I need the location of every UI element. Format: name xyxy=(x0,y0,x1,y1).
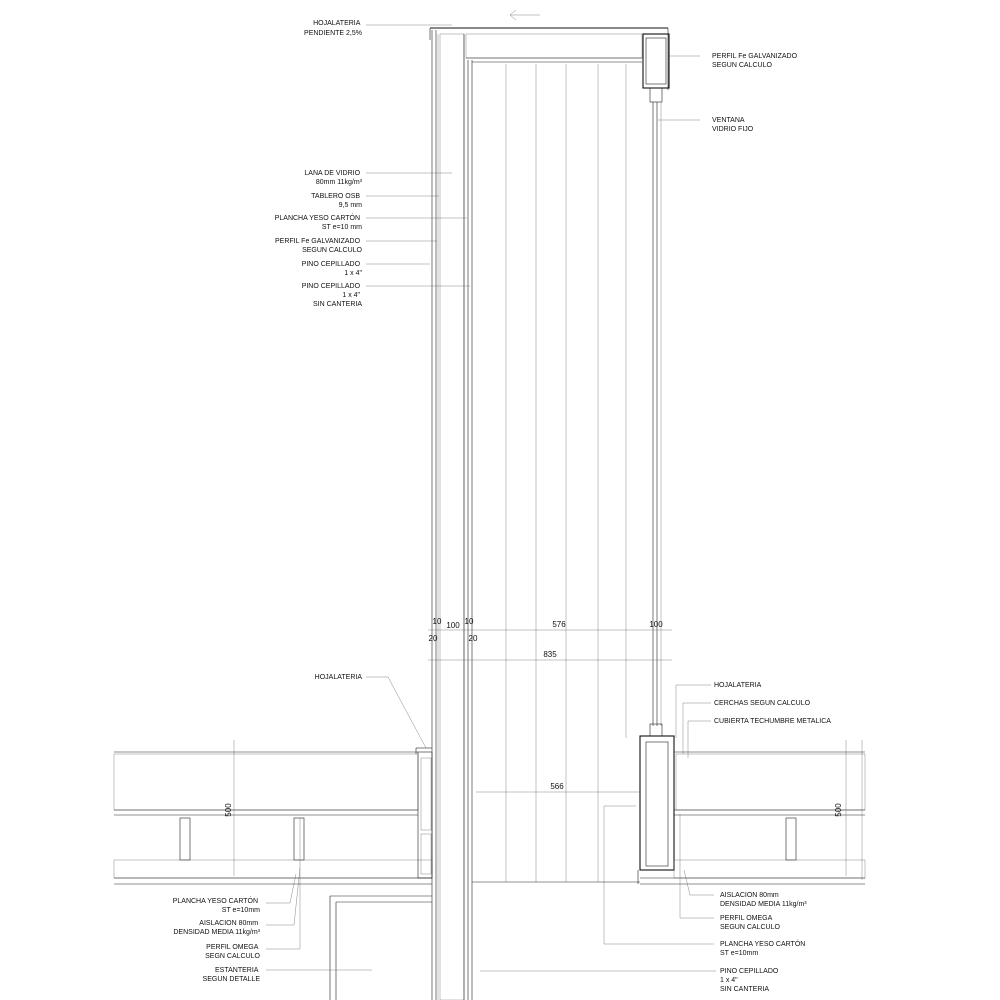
steel-profile-top xyxy=(643,34,669,102)
label-cerchas: CERCHAS SEGUN CALCULO xyxy=(714,700,811,707)
label-perfil-fe-left: PERFIL Fe GALVANIZADO SEGUN CALCULO xyxy=(274,238,362,254)
dimension-texts xyxy=(224,617,843,817)
label-cubierta: CUBIERTA TECHUMBRE METALICA xyxy=(714,718,831,725)
dimension-lines xyxy=(234,630,862,880)
dim-20-left: 20 xyxy=(428,634,438,643)
label-perfil-fe-right: PERFIL Fe GALVANIZADO SEGUN CALCULO xyxy=(712,53,798,69)
label-hojalateria-right: HOJALATERIA xyxy=(714,682,762,689)
shelf xyxy=(330,896,432,1000)
label-tablero-osb: TABLERO OSB 9,5 mm xyxy=(311,193,362,209)
label-perfil-omega-bl: PERFIL OMEGA SEGN CALCULO xyxy=(205,944,260,960)
dim-576: 576 xyxy=(552,620,566,629)
leader-lines xyxy=(266,25,716,971)
label-hojalateria-top: HOJALATERIA PENDIENTE 2,5% xyxy=(304,20,362,37)
roof-slab xyxy=(430,28,668,90)
label-lana-vidrio: LANA DE VIDRIO 80mm 11kg/m³ xyxy=(304,170,362,186)
right-low-roof xyxy=(472,736,865,884)
label-aislacion-br: AISLACION 80mm DENSIDAD MEDIA 11kg/m³ xyxy=(720,892,807,908)
dim-100-wall: 100 xyxy=(446,621,460,630)
dim-835: 835 xyxy=(543,650,557,659)
label-ventana: VENTANA VIDRIO FIJO xyxy=(712,117,754,133)
label-hojalateria-left: HOJALATERIA xyxy=(314,674,362,681)
label-pino-cepillado-2: PINO CEPILLADO 1 x 4" SIN CANTERIA xyxy=(301,283,362,308)
label-plancha-yeso-bl: PLANCHA YESO CARTÓN ST e=10mm xyxy=(172,898,260,914)
dim-500-left: 500 xyxy=(224,803,233,817)
dim-100-window: 100 xyxy=(649,620,663,629)
label-estanteria: ESTANTERIA SEGUN DETALLE xyxy=(202,967,260,983)
dim-10-left: 10 xyxy=(432,617,442,626)
dim-566: 566 xyxy=(550,782,564,791)
label-perfil-omega-br: PERFIL OMEGA SEGUN CALCULO xyxy=(720,915,780,931)
label-aislacion-bl: AISLACION 80mm DENSIDAD MEDIA 11kg/m³ xyxy=(173,920,260,936)
dim-10-right: 10 xyxy=(464,617,474,626)
label-plancha-yeso-br: PLANCHA YESO CARTÓN ST e=10mm xyxy=(720,941,806,957)
left-low-roof xyxy=(114,748,432,884)
label-pino-cepillado-br: PINO CEPILLADO 1 x 4" SIN CANTERIA xyxy=(720,968,779,993)
labels xyxy=(173,20,832,993)
label-plancha-yeso-top: PLANCHA YESO CARTÓN ST e=10 mm xyxy=(274,215,362,231)
slope-arrow xyxy=(510,10,540,20)
dim-20-right: 20 xyxy=(468,634,478,643)
main-wall xyxy=(432,30,472,1000)
window-fixed-glass xyxy=(650,102,662,736)
interior-cladding xyxy=(506,64,626,882)
dim-500-right: 500 xyxy=(834,803,843,817)
label-pino-cepillado-1: PINO CEPILLADO 1 x 4" xyxy=(301,261,362,277)
